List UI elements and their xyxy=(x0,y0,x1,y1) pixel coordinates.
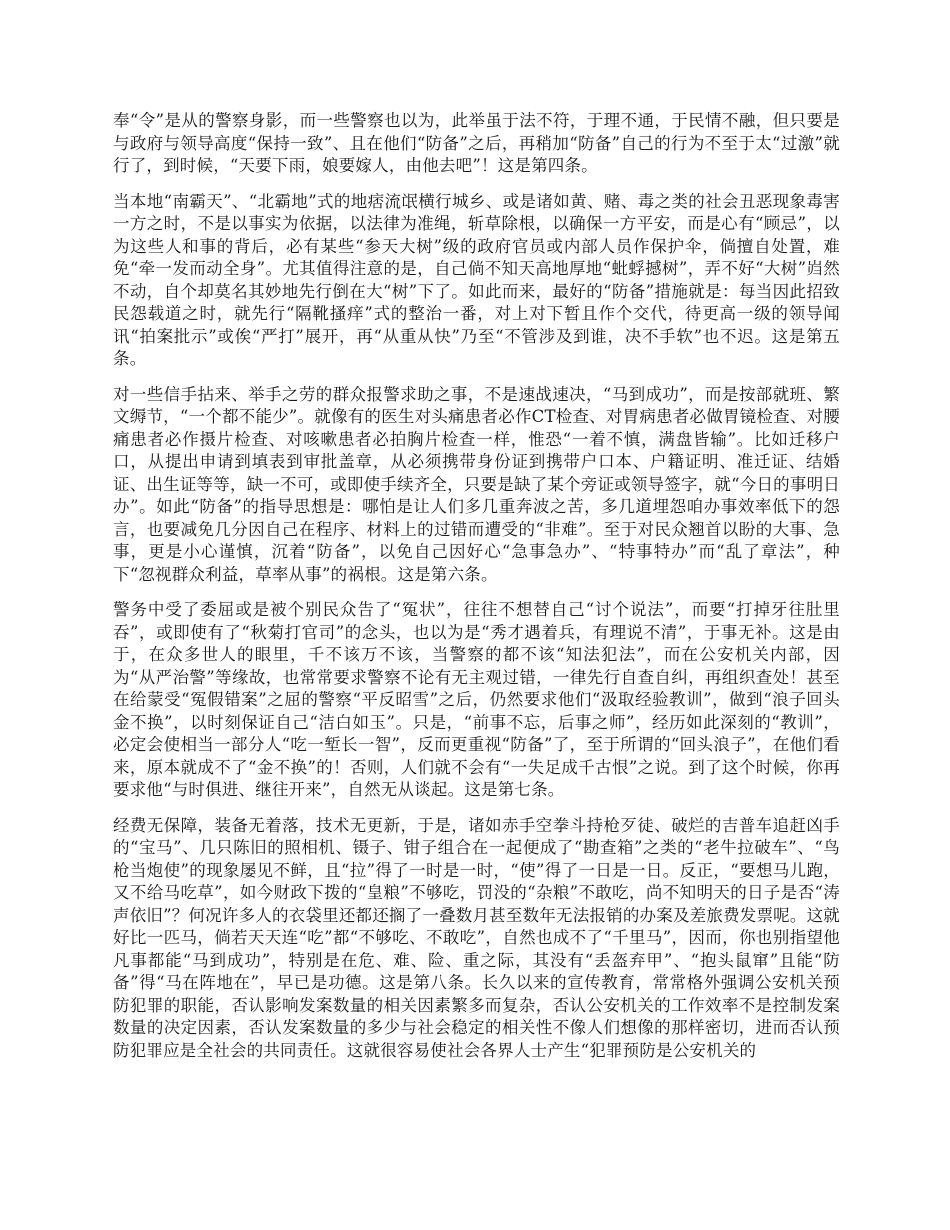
paragraph-point-seven: 警务中受了委屈或是被个别民众告了“冤状”，往往不想替自己“讨个说法”，而要“打掉牙往肚里吞”，或即使有了“秋菊打官司”的念头，也以为是“秀才遇着兵，有理说不清”，于事无补。这是由于，在众多世人的眼里，千不该万不该，当警察的都不该“知法犯法”，而在公安机关内部，因为“从严治警”等缘故，也常常要求警察不论有无主观过错，一律先行自查自纠，再组织查处！甚至在给蒙受“冤假错案”之屈的警察“平反昭雪”之后，仍然要求他们“汲取经验教训”，做到“浪子回头金不换”，以时刻保证自己“洁白如玉”。只是，“前事不忘，后事之师”，经历如此深刻的“教训”，必定会使相当一部分人“吃一堑长一智”，反而更重视“防备”了，至于所谓的“回头浪子”，在他们看来，原本就成不了“金不换”的！否则，人们就不会有“一失足成千古恨”之说。到了这个时候，你再要求他“与时俱进、继往开来”，自然无从谈起。这是第七条。 xyxy=(113,600,840,799)
paragraph-point-five: 当本地“南霸天”、“北霸地”式的地痞流氓横行城乡、或是诸如黄、赌、毒之类的社会丑恶现象毒害一方之时，不是以事实为依据，以法律为准绳，斩草除根，以确保一方平安，而是心有“顾忌”，以为这些人和事的背后，必有某些“参天大树”级的政府官员或内部人员作保护伞，倘擅自处置，难免“牵一发而动全身”。尤其值得注意的是，自己倘不知天高地厚地“蚍蜉撼树”，弄不好“大树”岿然不动，自个却莫名其妙地先行倒在大“树”下了。如此而来，最好的“防备”措施就是：每当因此招致民怨载道之时，就先行“隔靴搔痒”式的整治一番，对上对下暂且作个交代，待更高一级的领导闻讯“拍案批示”或俟“严打”展开，再“从重从快”乃至“不管涉及到谁，决不手软”也不迟。这是第五条。 xyxy=(113,191,840,368)
paragraph-point-four: 奉“令”是从的警察身影，而一些警察也以为，此举虽于法不符，于理不通，于民情不融，但只要是与政府与领导高度“保持一致”、且在他们“防备”之后，再稍加“防备”自己的行为不至于太“过激”就行了，到时候，“天要下雨，娘要嫁人，由他去吧”！这是第四条。 xyxy=(113,111,840,175)
paragraph-point-eight: 经费无保障，装备无着落，技术无更新，于是，诸如赤手空拳斗持枪歹徒、破烂的吉普车追赶凶手的“宝马”、几只陈旧的照相机、镊子、钳子组合在一起便成了“勘查箱”之类的“老牛拉破车”、“鸟枪当炮使”的现象屡见不鲜，且“拉”得了一时是一时，“使”得了一日是一日。反正，“要想马儿跑，又不给马吃草”，如今财政下拨的“皇粮”不够吃，罚没的“杂粮”不敢吃，尚不知明天的日子是否“涛声依旧”？何况许多人的衣袋里还都还搁了一叠数月甚至数年无法报销的办案及差旅费发票呢。这就好比一匹马，倘若天天连“吃”都“不够吃、不敢吃”，自然也成不了“千里马”，因而，你也别指望他凡事都能“马到成功”，特别是在危、难、险、重之际，其没有“丢盔弃甲”、“抱头鼠窜”且能“防备”得“马在阵地在”，早已是功德。这是第八条。长久以来的宣传教育，常常格外强调公安机关预防犯罪的职能，否认影响发案数量的相关因素繁多而复杂，否认公安机关的工作效率不是控制发案数量的决定因素，否认发案数量的多少与社会稳定的相关性不像人们想像的那样密切，进而否认预防犯罪应是全社会的共同责任。这就很容易使社会各界人士产生“犯罪预防是公安机关的 xyxy=(113,815,840,1060)
paragraph-point-six: 对一些信手拈来、举手之劳的群众报警求助之事，不是速战速决，“马到成功”，而是按部就班、繁文缛节，“一个都不能少”。就像有的医生对头痛患者必作CT检查、对胃病患者必做胃镜检查、对腰痛患者必作摄片检查、对咳嗽患者必拍胸片检查一样，惟恐“一着不慎，满盘皆输”。比如迁移户口，从提出申请到填表到审批盖章，从必须携带身份证到携带户口本、户籍证明、准迁证、结婚证、出生证等等，缺一不可，或即使手续齐全，只要是缺了某个旁证或领导签字，就“今日的事明日办”。如此“防备”的指导思想是：哪怕是让人们多几重奔波之苦，多几道埋怨咱办事效率低下的怨言，也要减免几分因自己在程序、材料上的过错而遭受的“非难”。至于对民众翘首以盼的大事、急事，更是小心谨慎，沉着“防备”，以免自己因好心“急事急办”、“特事特办”而“乱了章法”，种下“忽视群众利益，草率从事”的祸根。这是第六条。 xyxy=(113,384,840,584)
document-body xyxy=(113,110,840,1075)
